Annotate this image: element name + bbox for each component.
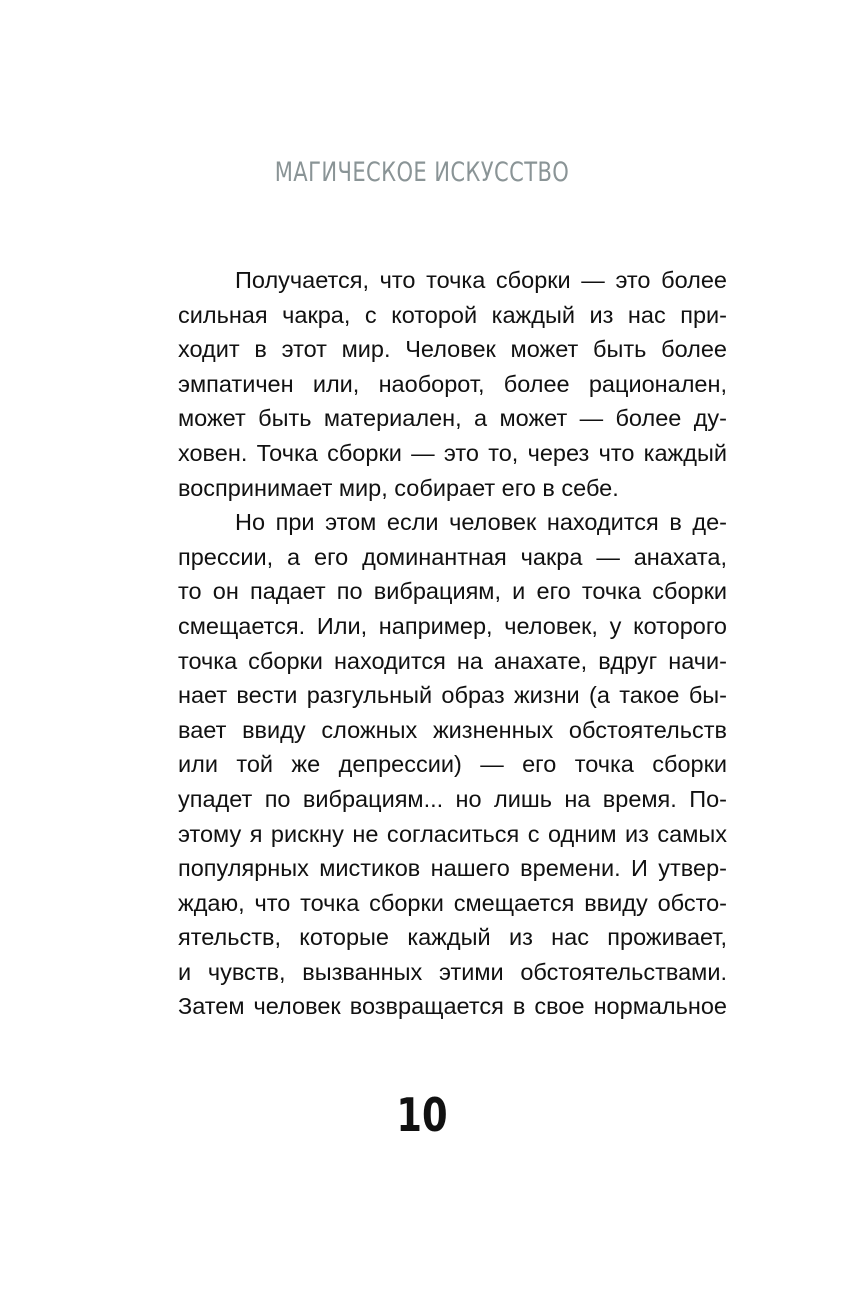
text-line: Получается, что точка сборки — это более — [235, 267, 727, 293]
text-line: эмпатичен или, наоборот, более рационален, — [178, 370, 727, 397]
text-line: Затем человек возвращается в свое нормальное — [178, 993, 727, 1020]
text-line: сильная чакра, с которой каждый из нас при- — [178, 301, 727, 328]
text-line: этому я рискну не согласиться с одним из самых — [178, 820, 727, 847]
text-line: вает ввиду сложных жизненных обстоятельств — [178, 716, 727, 743]
text-line: прессии, а его доминантная чакра — анахата, — [178, 543, 727, 570]
text-line: или той же депрессии) — его точка сборки — [178, 751, 727, 778]
text-line: ждаю, что точка сборки смещается ввиду обсто- — [178, 889, 727, 916]
text-line: воспринимает мир, собирает его в себе. — [178, 474, 619, 501]
body-text — [178, 263, 727, 1024]
page-number: 10 — [396, 1088, 448, 1142]
text-line: смещается. Или, например, человек, у которого — [178, 612, 727, 639]
text-line: Но при этом если человек находится в де- — [235, 509, 727, 536]
text-line: то он падает по вибрациям, и его точка сборки — [178, 578, 727, 605]
text-line: точка сборки находится на анахате, вдруг начи- — [178, 647, 727, 674]
text-line: упадет по вибрациям... но лишь на время. По- — [178, 785, 727, 812]
text-line: нает вести разгульный образ жизни (а такое бы- — [178, 682, 727, 709]
text-line: ходит в этот мир. Человек может быть более — [178, 336, 727, 363]
text-line: популярных мистиков нашего времени. И утвер- — [178, 855, 727, 882]
running-head-title: МАГИЧЕСКОЕ ИСКУССТВО — [274, 157, 570, 188]
text-line: и чувств, вызванных этими обстоятельствами. — [178, 958, 727, 985]
text-line: ховен. Точка сборки — это то, через что каждый — [178, 439, 727, 466]
text-line: ятельств, которые каждый из нас проживает, — [178, 924, 727, 951]
text-line: может быть материален, а может — более ду- — [178, 405, 727, 432]
